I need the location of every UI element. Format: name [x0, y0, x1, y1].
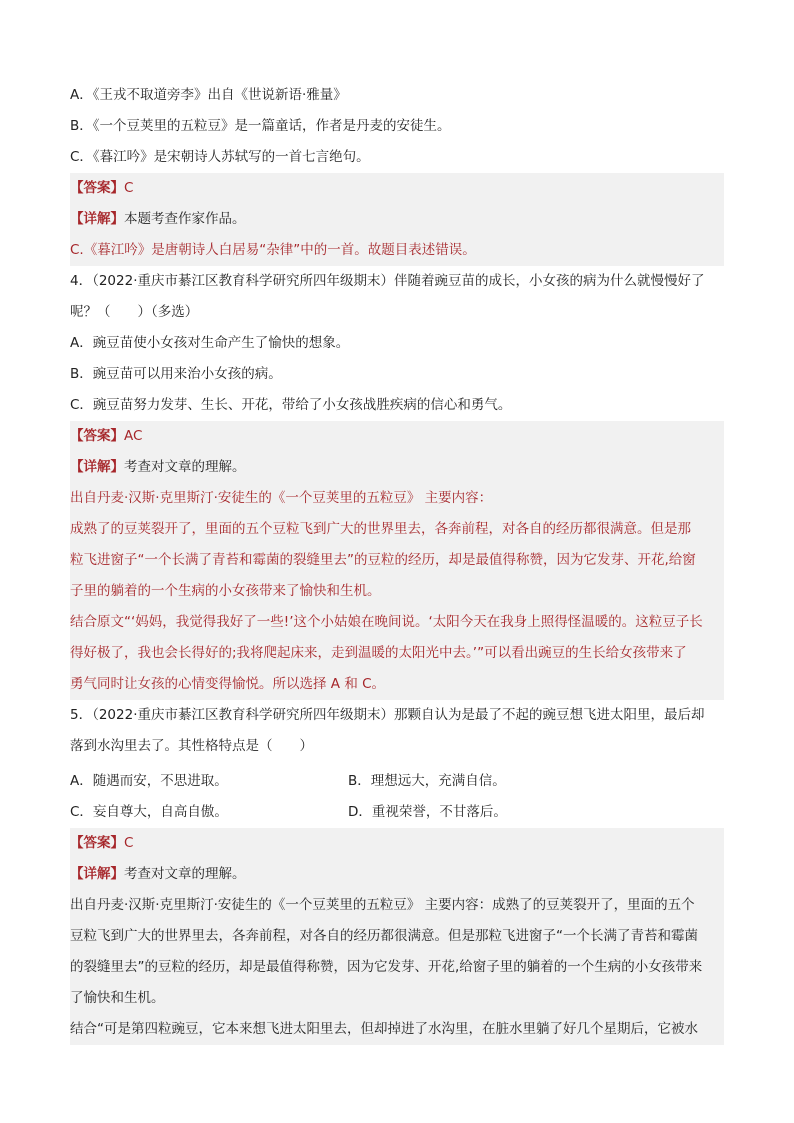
q5-detail-row	[70, 859, 724, 890]
q4-detail-line: 成熟了的豆荚裂开了，里面的五个豆粒飞到广大的世界里去，各奔前程，对各自的经历都很满意。但是那	[70, 514, 724, 545]
detail-text: 考查对文章的理解。	[124, 459, 246, 475]
q3-option-c: C．《暮江吟》是宋朝诗人苏轼写的一首七言绝句。	[70, 149, 370, 165]
q5-detail-line: 豆粒飞到广大的世界里去，各奔前程，对各自的经历都很满意。但是那粒飞进窗子“一个长满了青苔和霉菌	[70, 921, 724, 952]
detail-text: 考查对文章的理解。	[124, 866, 246, 882]
q5-stem-line-1: 5．（2022·重庆市綦江区教育科学研究所四年级期末）那颗自认为是最了不起的豌豆想飞进太阳里，最后却	[70, 707, 705, 723]
q3-answer-row	[70, 173, 724, 204]
q3-option-a: A．《王戎不取道旁李》出自《世说新语·雅量》	[70, 87, 347, 103]
answer-label: 【答案】	[70, 835, 124, 851]
answer-label: 【答案】	[70, 180, 124, 196]
q5-stem-line-2: 落到水沟里去了。其性格特点是（ ）	[70, 738, 313, 754]
detail-label: 【详解】	[70, 211, 124, 227]
q5-detail-line: 的裂缝里去”的豆粒的经历，却是最值得称赞，因为它发芽、开花,给窗子里的躺着的一个生病的小女孩带来	[70, 952, 724, 983]
q4-detail-row	[70, 452, 724, 483]
q5-option-b: B．理想远大，充满自信。	[348, 773, 506, 789]
detail-text: 本题考查作家作品。	[124, 211, 246, 227]
answer-value: AC	[124, 428, 143, 444]
q4-detail-line: 得好极了，我也会长得好的;我将爬起床来，走到温暖的太阳光中去。’”可以看出豌豆的生长给女孩带来了	[70, 638, 724, 669]
q4-stem-line-1: 4．（2022·重庆市綦江区教育科学研究所四年级期末）伴随着豌豆苗的成长，小女孩的病为什么就慢慢好了	[70, 273, 705, 289]
q4-option-a: A．豌豆苗使小女孩对生命产生了愉快的想象。	[70, 335, 350, 351]
q3-detail-row	[70, 204, 724, 235]
q5-options-row-2	[70, 797, 724, 828]
q4-stem-line-2: 呢？（ ）（多选）	[70, 304, 199, 320]
detail-label: 【详解】	[70, 459, 124, 475]
q5-option-d: D．重视荣誉，不甘落后。	[348, 804, 507, 820]
q4-option-b: B．豌豆苗可以用来治小女孩的病。	[70, 366, 282, 382]
q3-option-b: B．《一个豆荚里的五粒豆》是一篇童话，作者是丹麦的安徒生。	[70, 118, 451, 134]
q5-detail-line: 了愉快和生机。	[70, 983, 724, 1014]
answer-value: C	[124, 835, 134, 851]
q5-answer-row	[70, 828, 724, 859]
q5-options-row-1	[70, 766, 724, 797]
detail-label: 【详解】	[70, 866, 124, 882]
q3-detail-line: C.《暮江吟》是唐朝诗人白居易“杂律”中的一首。故题目表述错误。	[70, 235, 724, 266]
answer-value: C	[124, 180, 134, 196]
q4-detail-line: 出自丹麦·汉斯·克里斯汀·安徒生的《一个豆荚里的五粒豆》 主要内容：	[70, 483, 724, 514]
q4-answer-row	[70, 421, 724, 452]
q4-detail-line: 粒飞进窗子“一个长满了青苔和霉菌的裂缝里去”的豆粒的经历，却是最值得称赞，因为它发芽、开花,给窗	[70, 545, 724, 576]
q4-detail-line: 结合原文“‘妈妈，我觉得我好了一些!’这个小姑娘在晚间说。‘太阳今天在我身上照得怪温暖的。这粒豆子长	[70, 607, 724, 638]
q5-option-a: A．随遇而安，不思进取。	[70, 773, 228, 789]
q5-detail-line: 出自丹麦·汉斯·克里斯汀·安徒生的《一个豆荚里的五粒豆》 主要内容：成熟了的豆荚裂开了，里面的五个	[70, 890, 724, 921]
q5-detail-line: 结合“可是第四粒豌豆，它本来想飞进太阳里去，但却掉进了水沟里，在脏水里躺了好几个星期后，它被水	[70, 1014, 724, 1045]
q4-detail-line: 子里的躺着的一个生病的小女孩带来了愉快和生机。	[70, 576, 724, 607]
q5-option-c: C．妄自尊大，自高自傲。	[70, 804, 228, 820]
q4-option-c: C．豌豆苗努力发芽、生长、开花，带给了小女孩战胜疾病的信心和勇气。	[70, 397, 512, 413]
answer-label: 【答案】	[70, 428, 124, 444]
q4-detail-line: 勇气同时让女孩的心情变得愉悦。所以选择 A 和 C。	[70, 669, 724, 700]
